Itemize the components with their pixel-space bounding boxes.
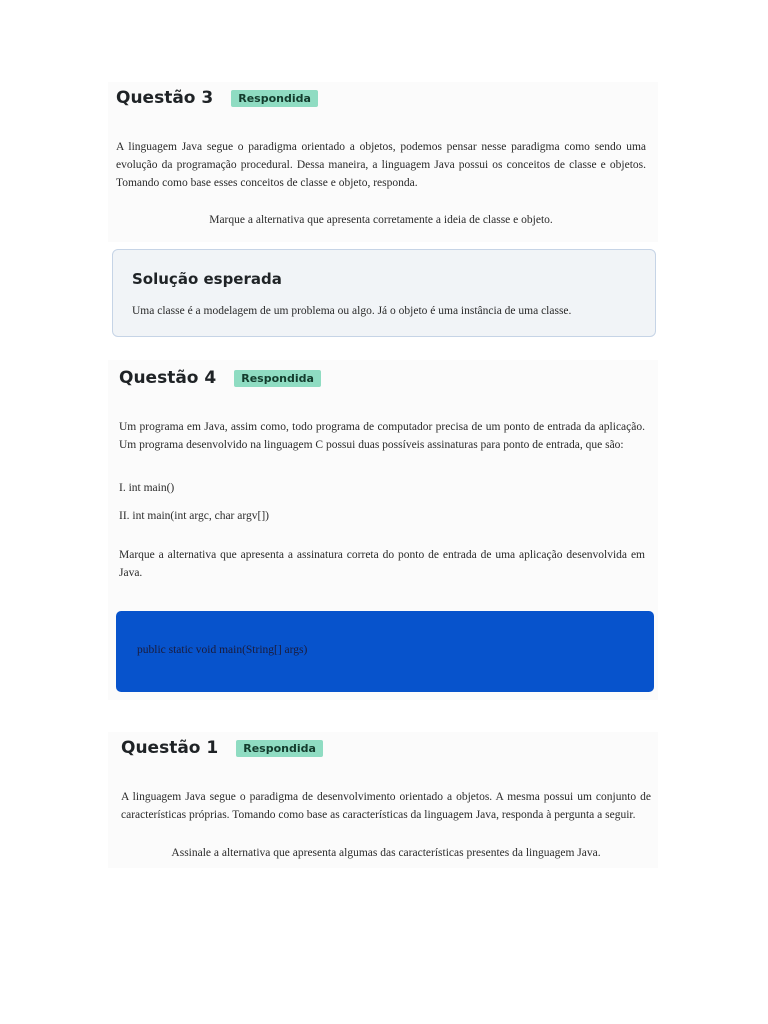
- question-4-item-1: I. int main(): [119, 482, 175, 494]
- expected-solution-title: Solução esperada: [132, 270, 282, 288]
- question-3-header: [116, 88, 318, 108]
- question-3-text: A linguagem Java segue o paradigma orientado a objetos, podemos pensar nesse paradigma como sendo uma evolução da programação procedural. Dessa maneira, a linguagem Java possui os conceitos de classe e objetos. Tomando como base esses conceitos de classe e objeto, responda.: [116, 141, 646, 189]
- answered-badge: Respondida: [234, 370, 321, 387]
- question-1-prompt: Assinale a alternativa que apresenta algumas das características presentes da linguagem Java.: [171, 847, 601, 859]
- question-4-title: Questão 4: [119, 368, 217, 388]
- selected-answer-text: public static void main(String[] args): [137, 644, 308, 656]
- question-1-text: A linguagem Java segue o paradigma de desenvolvimento orientado a objetos. A mesma possui um conjunto de características próprias. Tomando como base as características da linguagem Java, responda à pergunta a seguir.: [121, 791, 651, 821]
- question-4-item-2: II. int main(int argc, char argv[]): [119, 510, 269, 522]
- answered-badge: Respondida: [231, 90, 318, 107]
- question-4-prompt: Marque a alternativa que apresenta a assinatura correta do ponto de entrada de uma aplicação desenvolvida em Java.: [119, 549, 645, 579]
- answered-badge: Respondida: [236, 740, 323, 757]
- question-4-text: Um programa em Java, assim como, todo programa de computador precisa de um ponto de entrada da aplicação. Um programa desenvolvido na linguagem C possui duas possíveis assinaturas para ponto de entrada, que são:: [119, 421, 645, 451]
- question-4-header: [119, 368, 321, 388]
- question-3-prompt: Marque a alternativa que apresenta corretamente a ideia de classe e objeto.: [209, 214, 553, 226]
- question-3-title: Questão 3: [116, 88, 214, 108]
- expected-solution-panel: [112, 249, 656, 337]
- question-1-title: Questão 1: [121, 738, 219, 758]
- expected-solution-text: Uma classe é a modelagem de um problema ou algo. Já o objeto é uma instância de uma classe.: [132, 305, 572, 317]
- question-1-header: [121, 738, 323, 758]
- selected-answer-option[interactable]: [116, 611, 654, 692]
